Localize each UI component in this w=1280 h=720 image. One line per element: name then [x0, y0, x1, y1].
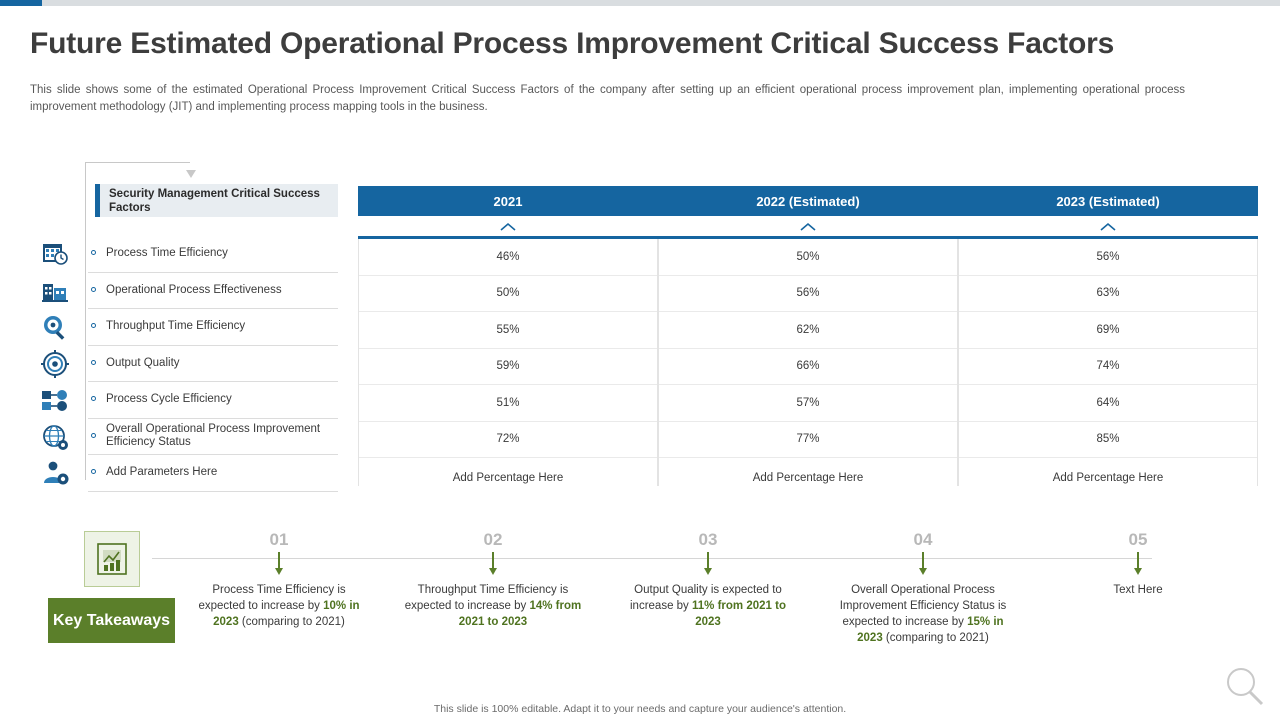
- factory-icon: [40, 276, 70, 306]
- factor-label: Add Parameters Here: [106, 466, 218, 478]
- table-cell: 50%: [359, 276, 657, 313]
- panel-bracket-arrow-icon: [186, 170, 196, 178]
- factor-bullet-icon: [91, 250, 96, 255]
- table-cell: 85%: [959, 422, 1257, 459]
- takeaway-text: Overall Operational Process Improvement Efficiency Status is expected to increase by 15% in 2023 (comparing to 2021): [839, 584, 1007, 644]
- takeaway-number: 02: [483, 530, 503, 549]
- page-title: Future Estimated Operational Process Improvement Critical Success Factors: [30, 27, 1115, 60]
- factor-row: [88, 346, 338, 383]
- takeaway-arrow-icon: [1132, 552, 1144, 578]
- table-column-header: 2022 (Estimated): [658, 186, 958, 216]
- takeaway-item: [1048, 530, 1228, 598]
- takeaway-number: 05: [1128, 530, 1148, 549]
- takeaway-text: Process Time Efficiency is expected to increase by 10% in 2023 (comparing to 2021): [198, 584, 360, 628]
- factor-bullet-icon: [91, 469, 96, 474]
- takeaway-item: [618, 530, 798, 630]
- factor-row: [88, 236, 338, 273]
- page-subtitle: This slide shows some of the estimated Operational Process Improvement Critical Success Factors of the company after setting up an efficient operational process improvement plan, implementing operational process improvement methodology (JIT) and implementing process mapping tools in the business.: [30, 84, 1185, 113]
- table-column-body: [358, 239, 658, 486]
- factor-row: [88, 273, 338, 310]
- takeaway-number: 04: [913, 530, 933, 549]
- factor-label: Process Cycle Efficiency: [106, 393, 232, 405]
- workflow-icon: [40, 385, 70, 415]
- table-cell: 66%: [659, 349, 957, 386]
- magnifier-gear-icon: [40, 312, 70, 342]
- takeaway-arrow-icon: [273, 552, 285, 578]
- table-cell: 72%: [359, 422, 657, 459]
- target-gear-icon: [40, 349, 70, 379]
- factor-bullet-icon: [91, 396, 96, 401]
- table-column-body: [658, 239, 958, 486]
- panel-header: Security Management Critical Success Factors: [95, 184, 338, 217]
- slide-footer-note: This slide is 100% editable. Adapt it to your needs and capture your audience's attention.: [433, 703, 847, 715]
- table-cell: 56%: [659, 276, 957, 313]
- takeaway-text: Text Here: [1113, 584, 1163, 596]
- table-cell: 74%: [959, 349, 1257, 386]
- factor-label: Overall Operational Process Improvement Efficiency Status: [106, 423, 321, 448]
- factor-row: [88, 455, 338, 492]
- table-column-header: 2023 (Estimated): [958, 186, 1258, 216]
- magnifier-icon: [1220, 662, 1268, 710]
- factor-label: Operational Process Effectiveness: [106, 283, 282, 296]
- table-cell-placeholder: Add Percentage Here: [1052, 472, 1164, 484]
- table-cell: 64%: [959, 385, 1257, 422]
- table-column-header: 2021: [358, 186, 658, 216]
- table-cell-placeholder: Add Percentage Here: [752, 472, 864, 484]
- table-cell: 63%: [959, 276, 1257, 313]
- takeaway-item: [403, 530, 583, 630]
- factor-bullet-icon: [91, 287, 96, 292]
- table-cell: 55%: [359, 312, 657, 349]
- factor-bullet-icon: [91, 433, 96, 438]
- top-accent-bar: [0, 0, 1280, 6]
- table-cell-placeholder: Add Percentage Here: [452, 472, 564, 484]
- key-takeaways-label: Key Takeaways: [48, 598, 175, 643]
- key-takeaways-icon: [84, 531, 140, 587]
- factor-row: [88, 382, 338, 419]
- table-cell: 57%: [659, 385, 957, 422]
- takeaway-item: [833, 530, 1013, 646]
- factor-label: Process Time Efficiency: [106, 247, 228, 259]
- table-cell: 62%: [659, 312, 957, 349]
- takeaway-arrow-icon: [702, 552, 714, 578]
- column-chevron-icon: [799, 222, 817, 232]
- takeaway-text: Throughput Time Efficiency is expected to increase by 14% from 2021 to 2023: [404, 584, 582, 628]
- takeaway-number: 01: [269, 530, 289, 549]
- factor-bullet-icon: [91, 323, 96, 328]
- factor-list: [40, 236, 340, 492]
- table-cell: 69%: [959, 312, 1257, 349]
- takeaway-arrow-icon: [487, 552, 499, 578]
- takeaway-text: Output Quality is expected to increase by 11% from 2021 to 2023: [630, 584, 786, 628]
- factor-row: [88, 419, 338, 456]
- top-accent-bar-highlight: [0, 0, 42, 6]
- table-cell: 77%: [659, 422, 957, 459]
- takeaway-number: 03: [698, 530, 718, 549]
- table-cell: 59%: [359, 349, 657, 386]
- table-column-body: [958, 239, 1258, 486]
- takeaway-arrow-icon: [917, 552, 929, 578]
- globe-gear-icon: [40, 422, 70, 452]
- column-chevron-icon: [499, 222, 517, 232]
- factor-row: [88, 309, 338, 346]
- calendar-clock-icon: [40, 239, 70, 269]
- factor-bullet-icon: [91, 360, 96, 365]
- factor-label: Throughput Time Efficiency: [106, 320, 246, 332]
- table-cell: 46%: [359, 239, 657, 276]
- table-cell: 51%: [359, 385, 657, 422]
- table-cell: 56%: [959, 239, 1257, 276]
- table-cell: 50%: [659, 239, 957, 276]
- column-chevron-icon: [1099, 222, 1117, 232]
- person-gear-icon: [40, 458, 70, 488]
- takeaway-item: [189, 530, 369, 630]
- factor-label: Output Quality: [106, 356, 180, 369]
